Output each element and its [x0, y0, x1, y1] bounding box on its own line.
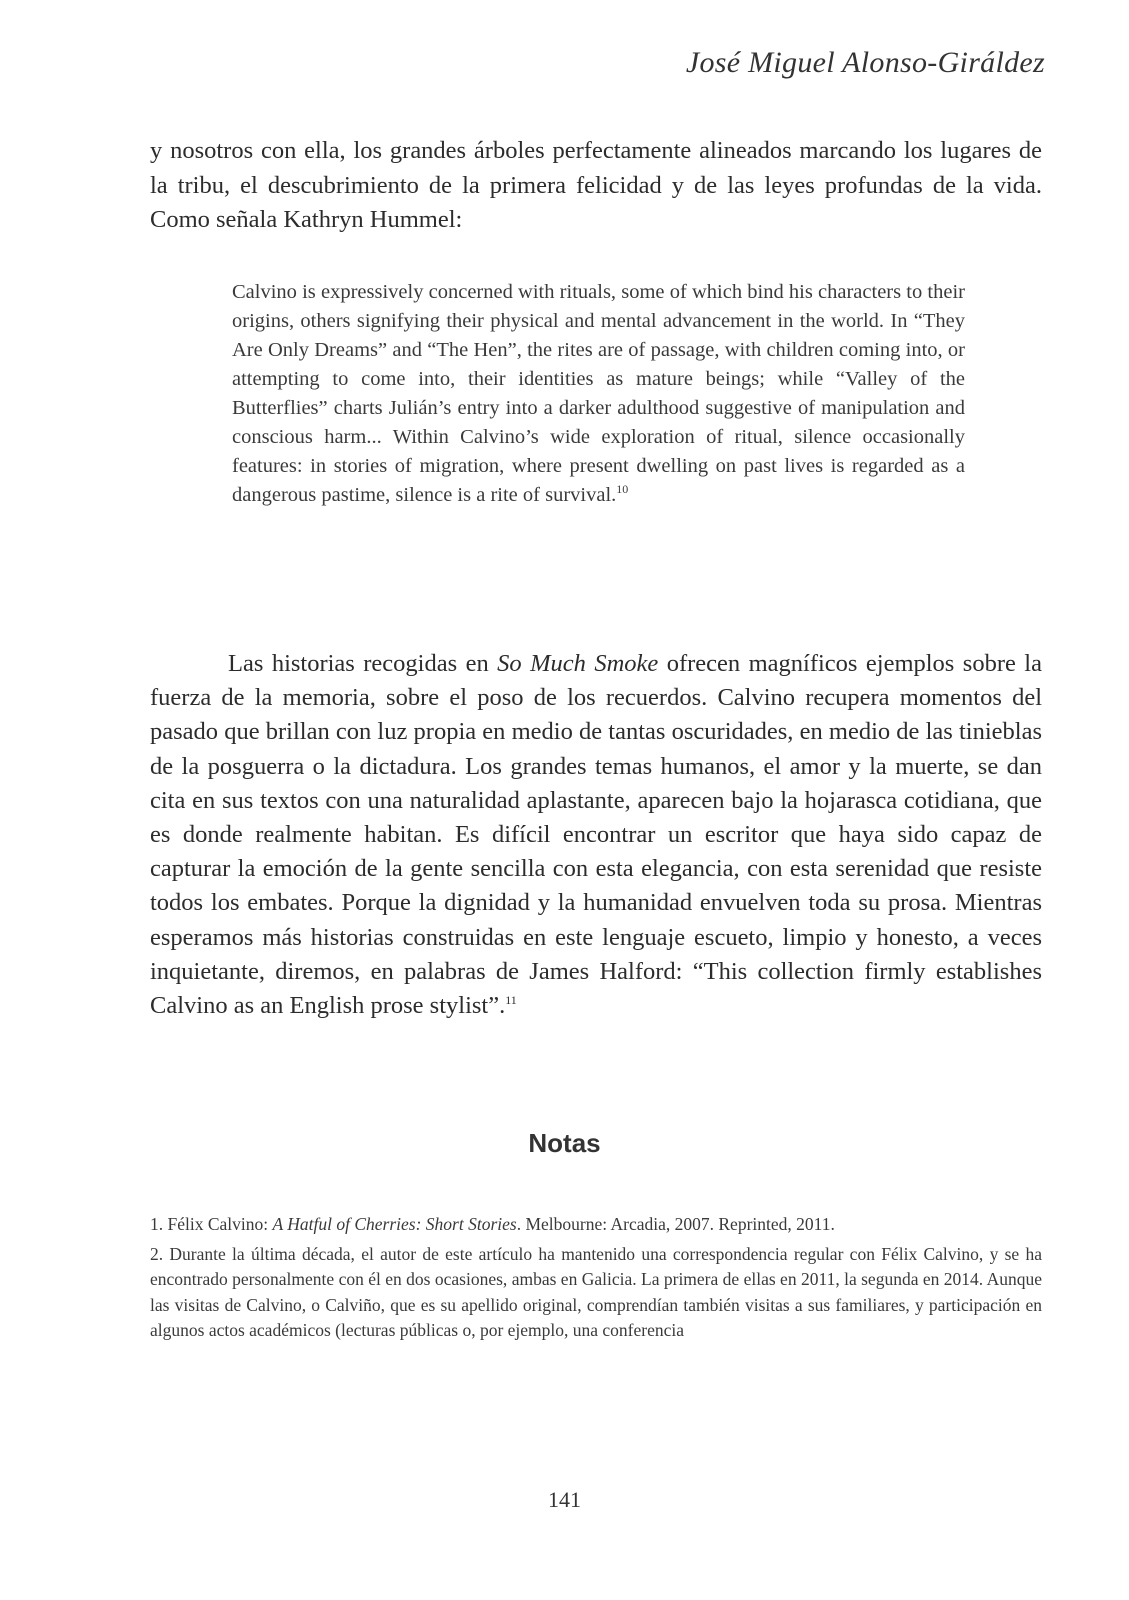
notes-list [150, 1212, 1042, 1348]
paragraph-2-body: ofrecen magníficos ejemplos sobre la fuerza de la memoria, sobre el poso de los recuerdos. Calvino recupera momentos del pasado que brillan con luz propia en medio de tantas oscuridades, en medio de las tinieblas de la posguerra o la dictadura. Los grandes temas humanos, el amor y la muerte, se dan cita en sus textos con una naturalidad aplastante, aparecen bajo la hojarasca cotidiana, que es donde realmente habitan. Es difícil encontrar un escritor que haya sido capaz de capturar la emoción de la gente sencilla con esta elegancia, con esta serenidad que resiste todos los embates. Porque la dignidad y la humanidad envuelven toda su prosa. Mientras esperamos más historias construidas en este lenguaje escueto, limpio y honesto, a veces inquietante, diremos, en palabras de James Halford: “This collection firmly establishes Calvino as an English prose stylist”. [150, 650, 1042, 1020]
note-2-text: 2. Durante la última década, el autor de este artículo ha mantenido una correspondencia regular con Félix Calvino, y se ha encontrado personalmente con él en dos ocasiones, ambas en Galicia. La primera de ellas en 2011, la segunda en 2014. Aunque las visitas de Calvino, o Calviño, que es su apellido original, comprendían también visitas a sus familiares, y participación en algunos actos académicos (lecturas públicas o, por ejemplo, una conferencia [150, 1243, 1042, 1340]
paragraph-1-text: y nosotros con ella, los grandes árboles perfectamente alineados marcando los lugares de la tribu, el descubrimiento de la primera felicidad y de las leyes profundas de la vida. Como señala Kathryn Hummel: [150, 137, 1042, 233]
body-paragraph-1 [150, 134, 1042, 238]
book-title-so-much-smoke: So Much Smoke [497, 650, 659, 677]
note-1-prefix: 1. Félix Calvino: [150, 1214, 273, 1234]
body-paragraph-2 [150, 647, 1042, 1023]
note-1-suffix: . Melbourne: Arcadia, 2007. Reprinted, 2011. [516, 1214, 835, 1234]
notes-heading: Notas [528, 1128, 601, 1158]
footnote-ref-10[interactable]: 10 [616, 482, 629, 497]
quote-text: Calvino is expressively concerned with rituals, some of which bind his characters to their origins, others signifying their physical and mental advancement in the world. In “They Are Only Dreams” and “The Hen”, the rites are of passage, with children coming into, or attempting to come into, their identities as mature beings; while “Valley of the Butterflies” charts Julián’s entry into a darker adulthood suggestive of manipulation and conscious harm... Within Calvino’s wide exploration of ritual, silence occasionally features: in stories of migration, where present dwelling on past lives is regarded as a dangerous pastime, silence is a rite of survival. [232, 281, 965, 506]
note-1-book-title: A Hatful of Cherries: Short Stories [272, 1214, 517, 1234]
note-1 [150, 1212, 1042, 1238]
block-quote-hummel [232, 278, 965, 510]
running-head-author: José Miguel Alonso-Giráldez [685, 46, 1045, 79]
note-2 [150, 1242, 1042, 1344]
paragraph-2-lead: Las historias recogidas en [228, 650, 498, 677]
footnote-ref-11[interactable]: 11 [505, 992, 517, 1007]
page-number: 141 [548, 1487, 581, 1512]
